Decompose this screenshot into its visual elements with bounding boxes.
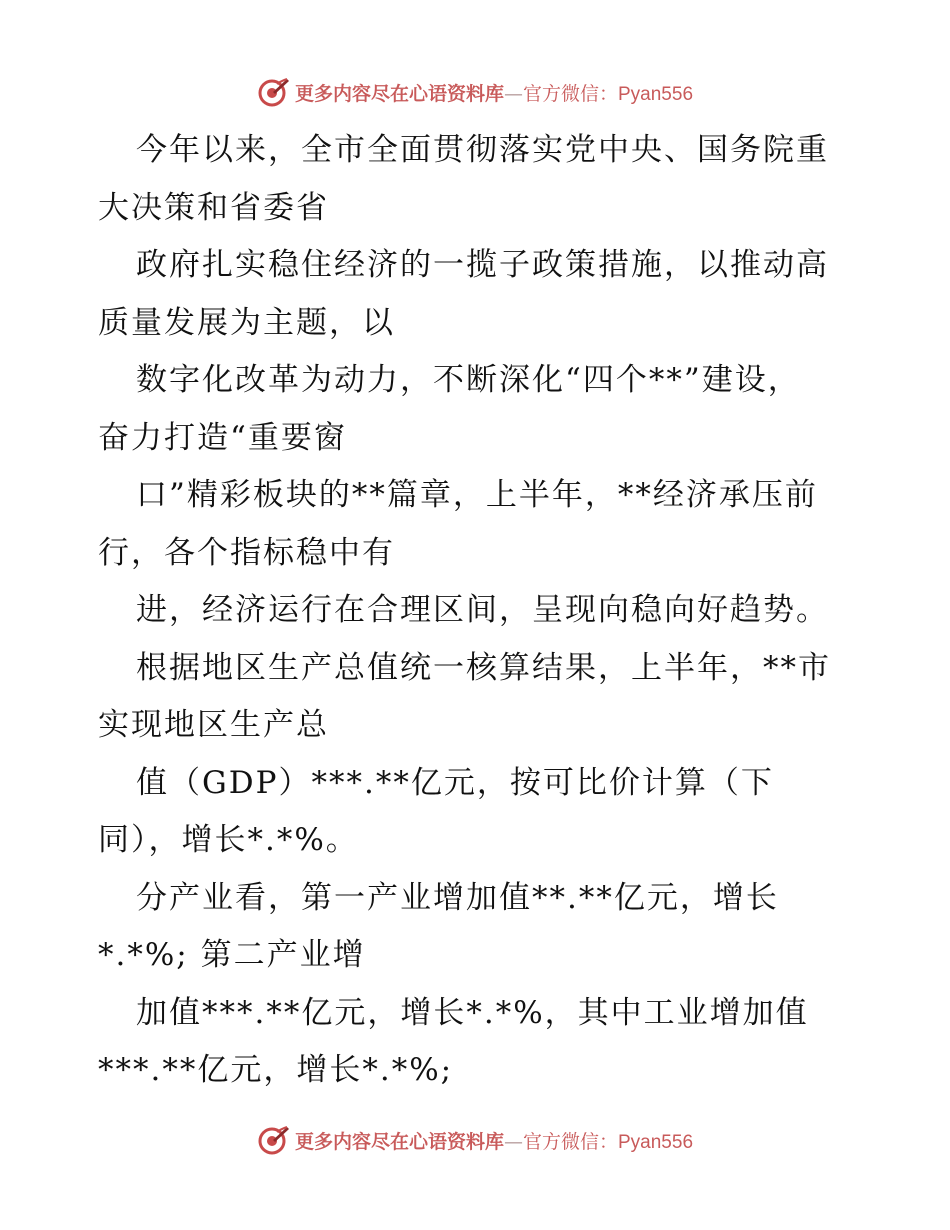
footer-watermark: [0, 1120, 950, 1160]
text-line: 大决策和省委省: [98, 189, 329, 226]
text-line: 奋力打造“重要窗: [98, 419, 347, 456]
watermark-text: [295, 1127, 693, 1154]
pen-logo-icon: [257, 1123, 291, 1157]
text-line: 今年以来，全市全面贯彻落实党中央、国务院重: [136, 132, 829, 168]
text-line: 根据地区生产总值统一核算结果，上半年，**市: [136, 649, 831, 686]
watermark-id: Pyan556: [618, 1131, 694, 1153]
watermark-separator: —: [503, 82, 523, 105]
text-line: 政府扎实稳住经济的一揽子政策措施，以推动高: [136, 247, 829, 283]
document-body: [98, 122, 858, 1100]
watermark-separator: —: [503, 1130, 523, 1153]
watermark-slogan: 更多内容尽在心语资料库: [294, 1130, 504, 1153]
watermark-id: Pyan556: [618, 83, 694, 105]
text-line: 进，经济运行在合理区间，呈现向稳向好趋势。: [136, 592, 829, 628]
text-line: 质量发展为主题，以: [98, 304, 395, 341]
watermark-label: 官方微信：: [522, 1130, 618, 1153]
pen-logo-icon: [257, 75, 291, 109]
text-line: 数字化改革为动力，不断深化“四个**”建设，: [136, 362, 801, 398]
text-line: 行，各个指标稳中有: [98, 534, 395, 571]
text-line: *.*%; 第二产业增: [98, 937, 366, 973]
text-line: 值（GDP）***.**亿元，按可比价计算（下: [136, 764, 774, 801]
text-line: ***.**亿元，增长*.*%;: [98, 1052, 454, 1088]
header-watermark: [0, 72, 950, 112]
watermark-slogan: 更多内容尽在心语资料库: [294, 82, 504, 105]
text-line: 实现地区生产总: [98, 707, 329, 743]
text-line: 分产业看，第一产业增加值**.**亿元，增长: [136, 879, 779, 916]
text-line: 口”精彩板块的**篇章，上半年，**经济承压前: [136, 477, 818, 513]
text-line: 加值***.**亿元，增长*.*%，其中工业增加值: [136, 994, 809, 1031]
watermark-label: 官方微信：: [522, 82, 618, 105]
watermark-text: [295, 79, 693, 106]
text-line: 同），增长*.*%。: [98, 822, 359, 858]
